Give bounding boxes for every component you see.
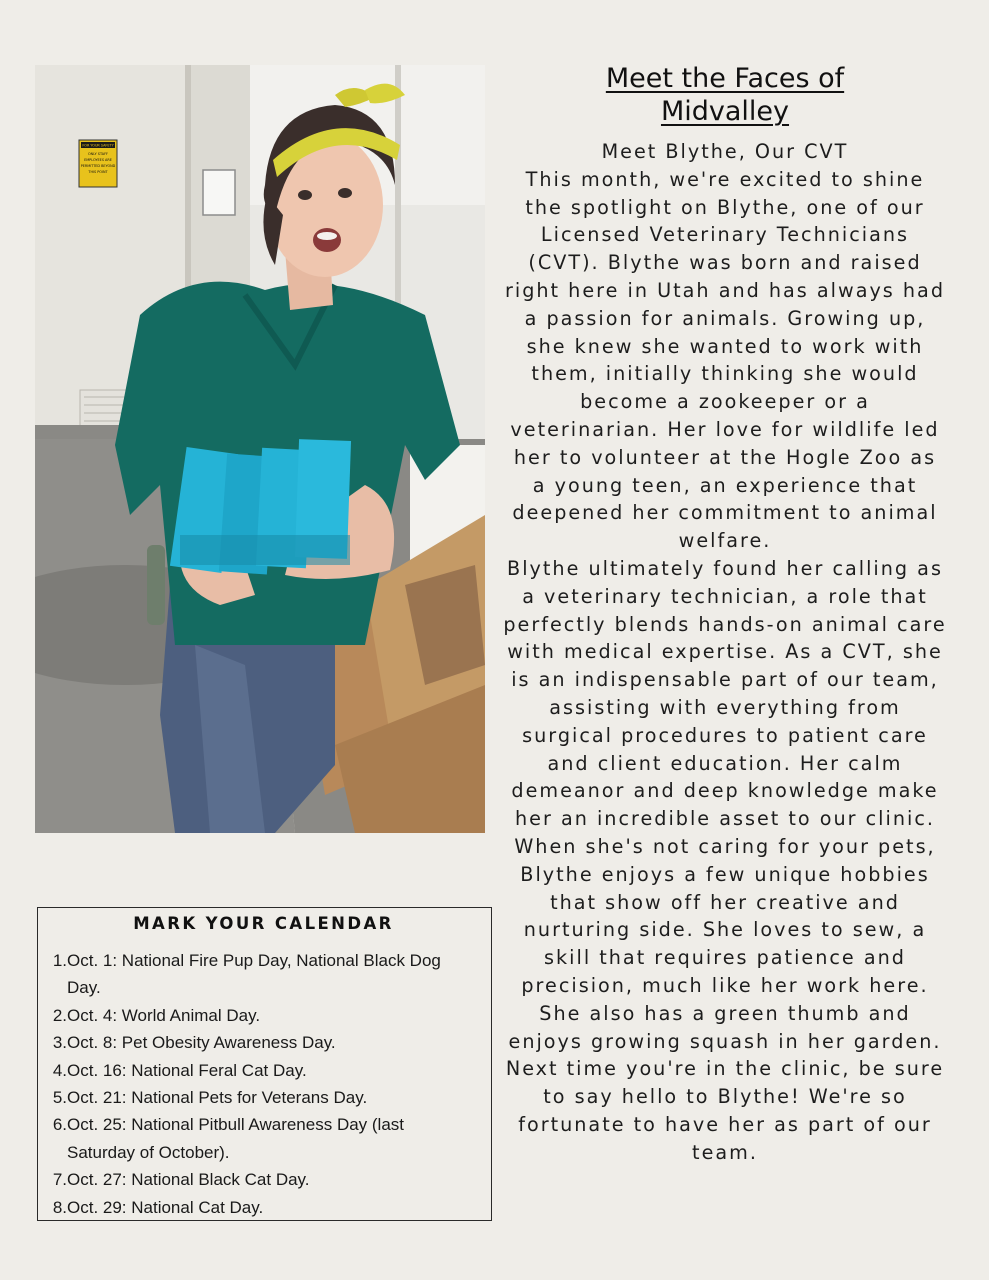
list-item-text: Oct. 8: Pet Obesity Awareness Day.	[67, 1033, 336, 1053]
list-item-text: Oct. 25: National Pitbull Awareness Day (last Saturday of October).	[67, 1115, 405, 1162]
list-item	[52, 1194, 475, 1221]
list-item-text: Oct. 4: World Animal Day.	[67, 1005, 261, 1025]
list-item	[52, 1029, 475, 1056]
article-paragraph-role: Blythe ultimately found her calling as a veterinary technician, a role that perfectly blends hands-on animal care with medical expertise. As a CVT, she is an indispensable part of our team, assisting with everything from surgical procedures to patient care and client education. Her calm demeanor and deep knowledge make her an incredible asset to our clinic.	[503, 556, 947, 831]
list-item-number: 3.	[52, 1033, 67, 1053]
article-paragraph-hobbies: When she's not caring for your pets, Blythe enjoys a few unique hobbies that show off her creative and nurturing side. She loves to sew, a skill that requires patience and precision, much like her work here. She also has a green thumb and enjoys growing squash in her garden.	[508, 834, 942, 1053]
list-item-number: 5.	[52, 1088, 67, 1108]
calendar-box	[37, 907, 492, 1221]
list-item-text: Oct. 27: National Black Cat Day.	[67, 1170, 310, 1190]
list-item-number: 1.	[52, 951, 67, 970]
article	[503, 62, 947, 1166]
sign-line-4: PERMITTED BEYOND	[80, 164, 116, 168]
list-item	[52, 1166, 475, 1193]
sign-line-5: THIS POINT	[88, 170, 108, 174]
list-item	[52, 1111, 475, 1166]
calendar-list	[52, 947, 475, 1221]
list-item-number: 7.	[52, 1170, 67, 1190]
article-body	[503, 138, 947, 1166]
article-title-line-1: Meet the Faces of	[605, 63, 845, 94]
article-paragraph-closing: Next time you're in the clinic, be sure to say hello to Blythe! We're so fortunate to have her as part of our team.	[505, 1057, 945, 1164]
list-item-text: Oct. 29: National Cat Day.	[67, 1197, 264, 1217]
list-item-number: 8.	[52, 1197, 67, 1217]
sign-line-1: FOR YOUR SAFETY	[82, 143, 114, 148]
list-item-number: 2.	[52, 1005, 67, 1025]
article-title	[503, 62, 947, 128]
list-item-text: Oct. 1: National Fire Pup Day, National Black Dog Day.	[67, 951, 441, 998]
staff-photo-illustration	[35, 65, 485, 833]
article-subtitle: Meet Blythe, Our CVT	[601, 140, 849, 163]
list-item-text: Oct. 21: National Pets for Veterans Day.	[67, 1088, 368, 1108]
list-item-text: Oct. 16: National Feral Cat Day.	[67, 1060, 307, 1080]
list-item-number: 4.	[52, 1060, 67, 1080]
sign-line-3: EMPLOYEES ARE	[84, 158, 112, 162]
sign-line-2: ONLY STAFF	[88, 152, 108, 156]
calendar-title: MARK YOUR CALENDAR	[133, 914, 394, 933]
list-item	[52, 1057, 475, 1084]
list-item-number: 6.	[52, 1115, 67, 1135]
list-item	[52, 1084, 475, 1111]
article-title-line-2: Midvalley	[660, 96, 790, 127]
list-item	[52, 1002, 475, 1029]
staff-photo	[35, 65, 485, 833]
list-item	[52, 947, 475, 1002]
article-paragraph-intro: This month, we're excited to shine the spotlight on Blythe, one of our Licensed Veterinary Technicians (CVT). Blythe was born and raised right here in Utah and has always had a passion for animals. Growing up, she knew she wanted to work with them, initially thinking she would become a zookeeper or a veterinarian. Her love for wildlife led her to volunteer at the Hogle Zoo as a young teen, an experience that deepened her commitment to animal welfare.	[505, 167, 945, 553]
